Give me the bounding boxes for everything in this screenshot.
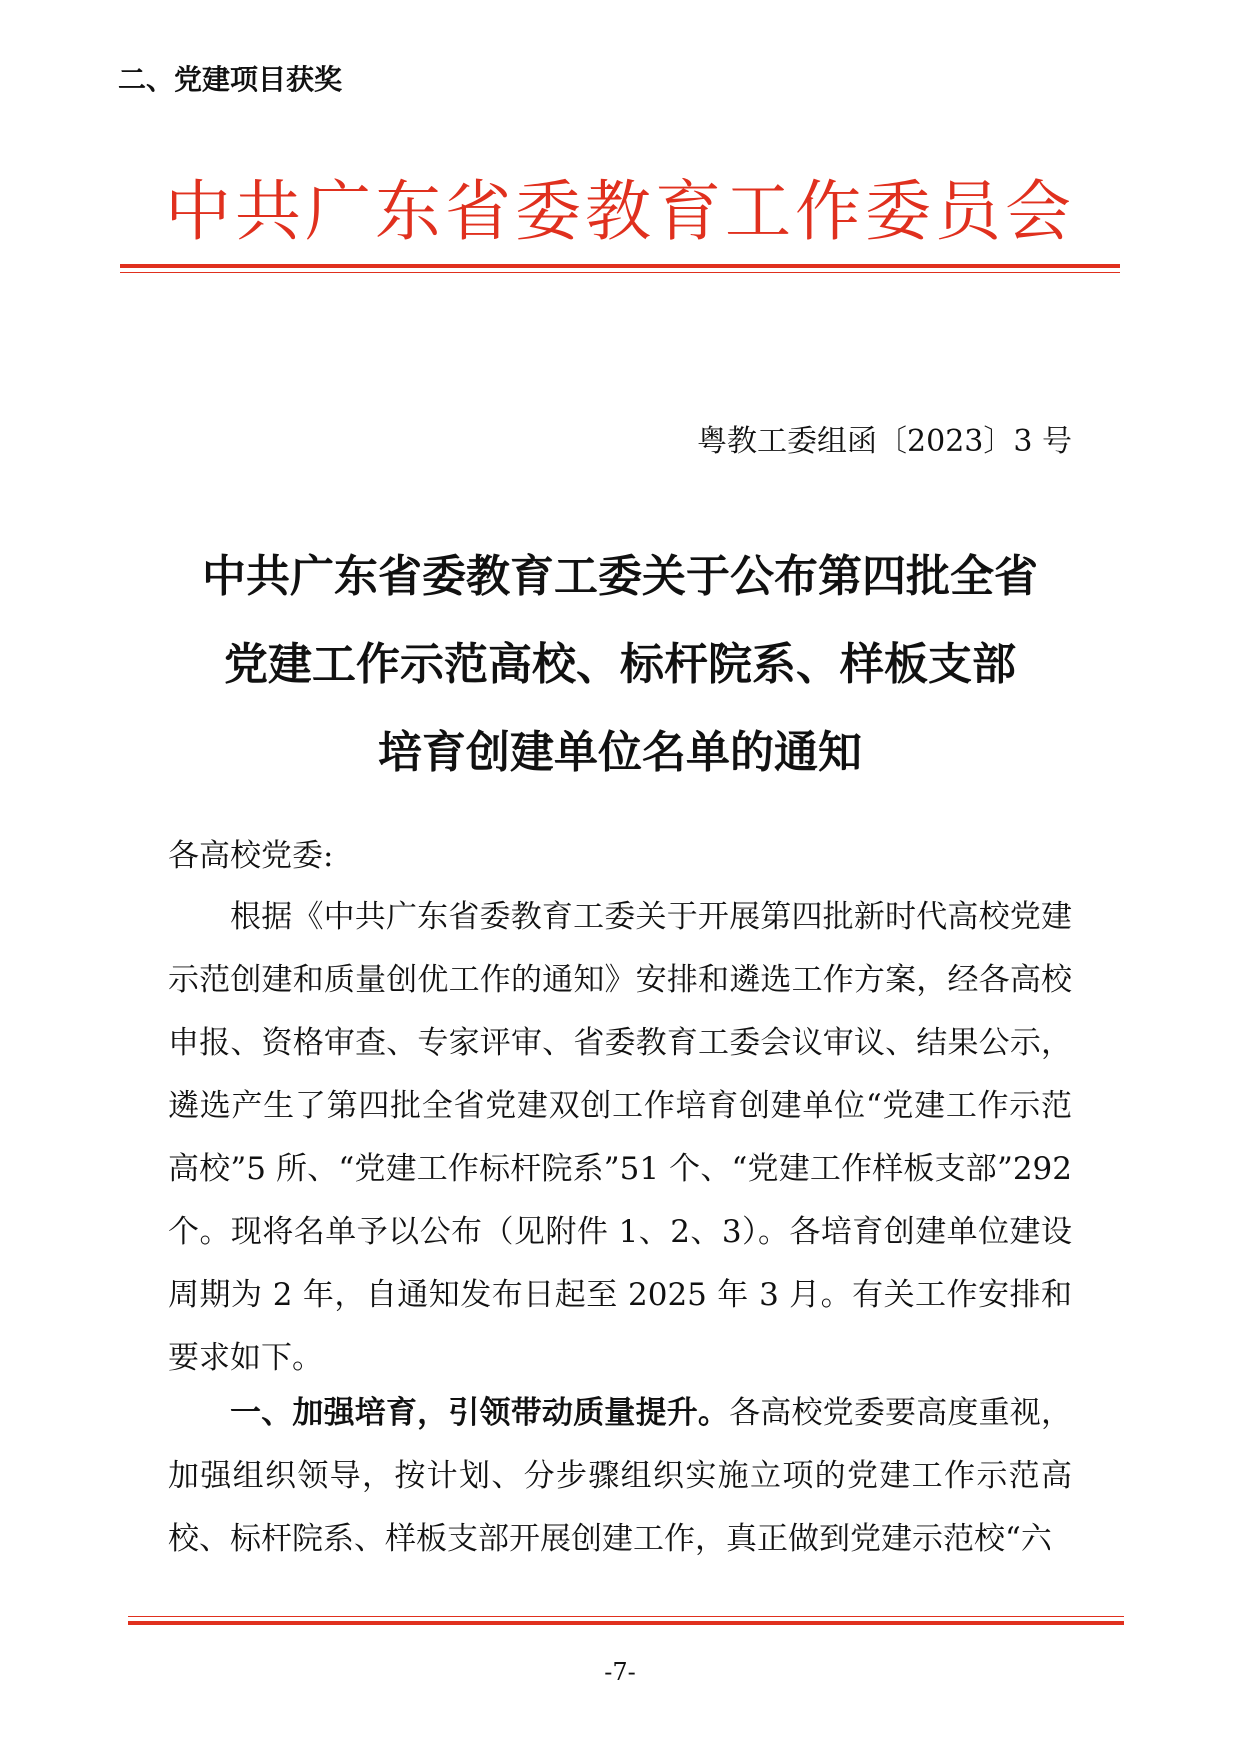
title-line-3: 培育创建单位名单的通知 <box>378 727 862 778</box>
header-rule-thin <box>120 272 1120 273</box>
org-header: 中共广东省委教育工作委员会 <box>165 173 1075 250</box>
body-paragraph-1: 根据《中共广东省委教育工委关于开展第四批新时代高校党建示范创建和质量创优工作的通知》安排和遴选工作方案，经各高校申报、资格审查、专家评审、省委教育工委会议审议、结果公示，遴选产生了第四批全省党建双创工作培育创建单位“党建工作示范高校”5 所、“党建工作标杆院系”51 个、“党建工作样板支部”292 个。现将名单予以公布（见附件 1、2、3）。各培育创建单位建设周期为 2 年，自通知发布日起至 2025 年 3 月。有关工作安排和要求如下。 <box>168 899 1072 1376</box>
header-rule-thick <box>120 264 1120 268</box>
footer-rule-thick <box>128 1621 1124 1625</box>
section-heading: 二、党建项目获奖 <box>118 63 343 96</box>
salutation: 各高校党委: <box>168 838 334 874</box>
page-number: -7- <box>604 1658 636 1686</box>
footer-rule-thin <box>128 1616 1124 1617</box>
paragraph-lead: 一、加强培育，引领带动质量提升。 <box>230 1395 730 1431</box>
title-line-2: 党建工作示范高校、标杆院系、样板支部 <box>224 639 1016 690</box>
paragraph-text: 各高校党委要高度重视，加强组织领导，按计划、分步骤组织实施立项的党建工作示范高校、标杆院系、样板支部开展创建工作，真正做到党建示范校“六 <box>168 1395 1073 1557</box>
document-number: 粤教工委组函〔2023〕3 号 <box>697 424 1072 459</box>
title-line-1: 中共广东省委教育工委关于公布第四批全省 <box>202 551 1038 602</box>
body-paragraph-2 <box>168 1382 1072 1571</box>
